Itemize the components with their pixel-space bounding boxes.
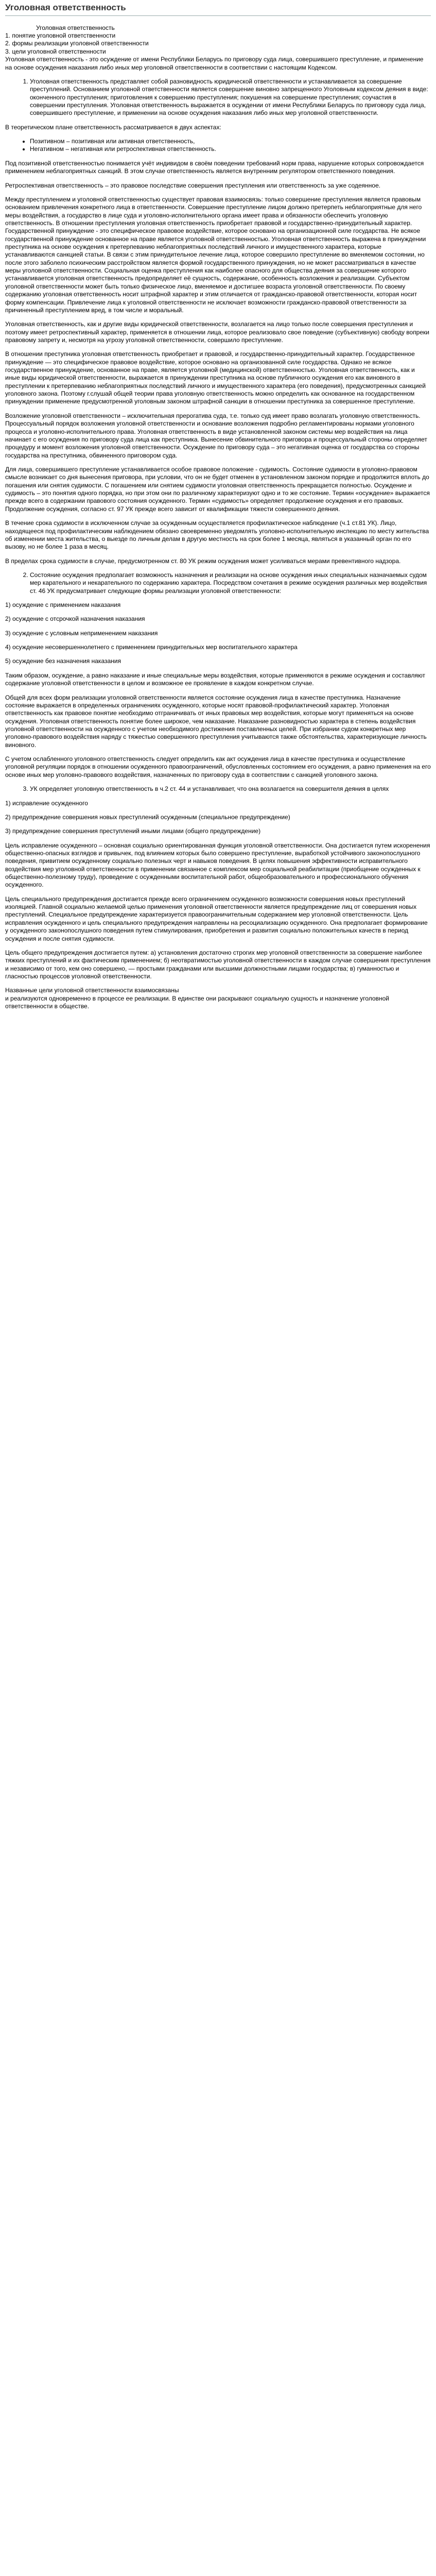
document-heading: Уголовная ответственность	[36, 24, 115, 31]
page-title: Уголовная ответственность	[5, 3, 126, 12]
bullet-item: • Позитивном – позитивная или активная ответственность,	[30, 138, 431, 145]
numbered-section-1	[5, 78, 431, 117]
goals-list	[5, 800, 431, 836]
paragraph: С учетом ослабленного уголовного ответственность следует определить как акт осуждения лица в качестве преступника и осуществление уголовной регуляции порядок в отношении осужденного правоограничений, обусловленных состоянием его осуждения, а равно применения на его основе иных мер уголовно-правового воздействия, назначенных по приговору суда в соответствии с санкцией уголовного закона.	[5, 755, 431, 778]
paragraph: Между преступлением и уголовной ответственностью существует правовая взаимосвязь: только совершение преступления является правовым основанием привлечения конкретного лица в ответственности. Совершение преступление лицом должно претерпеть неблагоприятные для него меры воздействия, а государство в лице суда и уголовно-исполнительного органа имеет права и обязанности обеспечить уголовную ответственность. В отношении преступления уголовная ответственность приобретает правовой и государственно-принудительный характер. Государственной принуждение - это специфическое правовое воздействие, которое основано на организационной силе государства. Не всякое государственной принуждение основанное на праве является уголовной ответственностью. Уголовная ответственность выражена в принуждении преступника на основе осуждения к претерпеванию неблагоприятных последствий личного и имущественного характера, которые устанавливаются санкцией статьи. В связи с этим принудительное лечение лица, которое совершило преступление во вменяемом состоянии, но после этого заболело психическим расстройством является формой государственного принуждения, но не может рассматриваться в качестве меры уголовной ответственности. Социальная оценка преступления как наиболее опасного для общества деяния за совершение которого устанавливается уголовная ответственность предопределяет её сущность, содержание, особенность возложения и реализации. Субъектом уголовной ответственности может быть только физическое лицо, вменяемое и достигшее возраста уголовной ответственности. По своему содержанию уголовная ответственность носит штрафной характер и этим отличается от гражданско-правовой ответственности, которая носит форму компенсации. Привлечение лица к уголовной ответственности не исключает возможности гражданско-правовой ответственности за причиненный преступлением вред, в том числе и моральный.	[5, 195, 426, 314]
form-item: 3) осуждение с условным неприменением наказания	[5, 629, 158, 637]
numbered-section-2	[5, 571, 431, 595]
paragraph: Возложение уголовной ответственности – исключительная прерогатива суда, т.е. только суд имеет право возлагать уголовную ответственность. Процессуальный порядок возложения уголовной ответственности и основание возложения подробно регламентированы нормами уголовного процесса и уголовно-исполнительного права. Уголовная ответственность в виде установленной законом системы мер воздействия на лица начинает с его осуждения по приговору суда лица как преступника. Вынесение обвинительного приговора и процессуальный стороны определяет процедуру и момент возложения уголовной ответственности. Осуждение по приговору суда – это негативная оценка от государства со стороны государства на преступника, обвиненного приговором суда.	[5, 412, 427, 459]
paragraph: Под позитивной ответственностью понимается учёт индивидом в своём поведении требований норм права, нарушение которых сопровождается применением неблагоприятных санкций. В этом случае ответственность является внутренним регулятором ответственного поведения.	[5, 159, 424, 175]
plan-item: 2. формы реализации уголовной ответственности	[5, 40, 149, 47]
page-header	[5, 0, 431, 16]
closing-line: ответственности в обществе.	[5, 1003, 90, 1010]
numbered-item: 3. УК определяет уголовную ответственность в ч.2 ст. 44 и устанавливает, что она возлагается на совершителя деяния в целях	[30, 785, 431, 793]
plan-item: 3. цели уголовной ответственности	[5, 47, 106, 55]
paragraph: Таким образом, осуждение, а равно наказание и иные специальные меры воздействия, которые применяются в режиме осуждения и составляют содержание уголовной ответственности в целом и возможное ее проявление в каждом конкретном случае.	[5, 671, 426, 687]
form-item: 2) осуждение с отсрочкой назначения наказания	[5, 615, 145, 623]
form-item: 1) осуждение с применением наказания	[5, 601, 121, 609]
paragraph: Ретроспективная ответственность – это правовое последствие совершения преступления или ответственность за уже содеянное.	[5, 181, 381, 189]
paragraph: В пределах срока судимости в случае, предусмотренном ст. 80 УК режим осуждения может усиливаться мерами превентивного надзора.	[5, 557, 401, 565]
goal-item: 3) предупреждение совершения преступлений иными лицами (общего предупреждение)	[5, 827, 261, 835]
definition-paragraph: Уголовная ответственность - это осуждение от имени Республики Беларусь по приговору суда лица, совершившего преступление, и применение на основе осуждения наказания либо иных мер уголовной ответственности в соответствии с настоящим Кодексом.	[5, 56, 424, 71]
paragraph: Общей для всех форм реализации уголовной ответственности является состояние осуждения лица в качестве преступника. Назначение состояние выражается в определенных ограничениях осужденного, которые носят правовой-профилактический характер. Уголовная ответственность как правовое понятие необходимо отграничивать от иных правовых мер воздействия, которые могут применяться на основе осуждения. Уголовная ответственность понятие более широкое, чем наказание. Наказание разновидностью характера в степень воздействия уголовной ответственности на осужденного с учетом необходимого достижения поставленных целей. При избрании судом конкретных мер уголовно-правового воздействия наряду с тяжестью совершенного преступления учитываются также обстоятельства, характеризующие личность виновного.	[5, 693, 427, 749]
paragraph: В течение срока судимости в исключенном случае за осужденным осуществляется профилактическое наблюдение (ч.1 ст.81 УК). Лицо, находящееся под профилактическим наблюдением обязано своевременно уведомлять уголовно-исполнительную инспекцию по месту жительства об изменении места жительства, о выезде по личным делам в другую местность на срок более 1 месяца, являться в указанный орган по его вызову, но не более 1 раза в месяц.	[5, 519, 429, 551]
closing-line: Названные цели уголовной ответственности взаимосвязаны	[5, 987, 179, 994]
closing-lines	[5, 987, 431, 1010]
closing-line: и реализуются одновременно в процессе ее реализации. В единстве они раскрывают социальную сущность и назначение уголовной	[5, 994, 389, 1002]
goal-item: 1) исправление осужденного	[5, 799, 88, 807]
paragraph: Цель исправление осужденного – основная социально ориентированная функция уголовной ответственности. Она достигается путем искоренения общественно-опасных взглядов и привычек, под влиянием которых было совершено преступление, выработкой устойчивого законопослушного поведения, привитием осужденному социально полезных черт и навыков поведения. В целях повышения эффективности исправительного воздействия мер уголовной ответственности в применении связанное с комплексом мер социальной реабилитации (приобщение осужденных к общественно-полезному труду), проведение с осужденными воспитательной работ, общеобразовательного и профессионального обучения осужденного.	[5, 841, 430, 889]
document-page	[0, 0, 436, 1015]
paragraph: Уголовная ответственность, как и другие виды юридической ответственности, возлагается на лицо только после совершения преступления и поэтому имеет ретроспективный характер, применяется в отношении лица, которое реализовало свое поведение (субъективную) свободу вопреки правовому запрету и, несмотря на угрозу уголовной ответственности, совершило преступление.	[5, 320, 429, 344]
numbered-section-3	[5, 785, 431, 793]
paragraph: В теоретическом плане ответственность рассматривается в двух аспектах:	[5, 123, 221, 131]
form-item: 4) осуждение несовершеннолетнего с применением принудительных мер воспитательного характера	[5, 643, 298, 651]
paragraph: Цель общего предупреждения достигается путем: а) установления достаточно строгих мер уголовной ответственности за совершение наиболее тяжких преступлений и их фактическим применением; б) неотвратимостью уголовной ответственности в каждом случае совершения преступления и независимо от того, кем оно совершено, — простыми гражданами или высшими должностными лицами государства; в) гуманностью и гласностью процессов уголовной ответственности.	[5, 948, 431, 980]
plan-item: 1. понятие уголовной ответственности	[5, 32, 116, 40]
paragraph: В отношении преступника уголовная ответственность приобретает и правовой, и государственно-принудительный характер. Государственное принуждение — это специфическое правовое воздействие, которое основано на организованной силе государства. Однако не всякое государственное принуждение, основанное на праве, является уголовной (медицинской) ответственностью. Уголовная ответственность, как и иные виды юридической ответственности, выражается в принуждении преступника на основе публичного осуждения его как виновного в преступлении к претерпеванию неблагоприятных последствий личного и имущественного характера (его поведения), предусмотренных санкцией уголовного закона. Поэтому г.слушай общей теории права уголовную ответственность можно определить как основанное на государственном принуждении применение предусмотренной уголовным законом штрафной санкции в отношении преступника за совершенное преступление.	[5, 350, 426, 405]
numbered-item: 2. Состояние осуждения предполагает возможность назначения и реализации на основе осуждения иных специальных назначаемых судом мер карательного и некарательного по содержанию характера. Посредством сочетания в режиме осуждения различных мер воздействия ст. 46 УК предусматривает следующие формы реализации уголовной ответственности:	[30, 571, 431, 595]
aspects-list	[5, 138, 431, 154]
forms-list	[5, 601, 431, 666]
plan-list	[5, 32, 431, 56]
numbered-item: 1. Уголовная ответственность представляет собой разновидность юридической ответственности и устанавливается за совершение преступлений. Основанием уголовной ответственности является совершение виновно запрещенного Уголовным кодексом деяния в виде: оконченного преступления; приготовления к совершению преступления; покушения на совершение преступления; соучастия в совершении преступления. Уголовная ответственность выражается в осуждении от имени Республики Беларусь по приговору суда лица, совершившего преступление, и применении на основе осуждения наказания либо иных мер уголовной ответственности.	[30, 78, 431, 117]
paragraph: Цель специального предупреждения достигается прежде всего ограничением осужденного возможности совершения новых преступлений изоляцией. Главной социально желаемой целью применения уголовной ответственности является предупреждение лиц от совершения новых преступлений. Специальное предупреждение характеризуется правоограничительным содержанием мер уголовной ответственности. Цель исправления осужденного и цель специального предупреждения направлены на ресоциализацию осужденного. Она предполагает формирование у осужденного законопослушного поведения путем стимулирования, приобретения и развития социально положительных качеств в период осуждения и после снятия судимости.	[5, 895, 428, 942]
form-item: 5) осуждение без назначения наказания	[5, 657, 121, 665]
bullet-item: • Негативном – негативная или ретроспективная ответственность.	[30, 145, 431, 153]
goal-item: 2) предупреждение совершения новых преступлений осужденным (специальное предупреждение)	[5, 813, 290, 821]
paragraph: Для лица, совершившего преступление устанавливается особое правовое положение - судимость. Состояние судимости в уголовно-правовом смысле возникает со дня вынесения приговора, при условии, что он не будет отменен в установленном законом порядке и продолжится вплоть до погашения или снятия судимости. С погашением или снятием судимости уголовная ответственность прекращается полностью. Осуждение и судимость – это понятия одного порядка, но при этом они по различному характеризуют одно и то же состояние. Термин «осуждение» выражается прежде всего в содержании правового состояния осужденного. Термин «судимость» определяет продолжение осуждения и его правовых. Продолжение осуждения, согласно ст. 97 УК прежде всего зависит от квалификации тяжести совершенного деяния.	[5, 466, 430, 513]
